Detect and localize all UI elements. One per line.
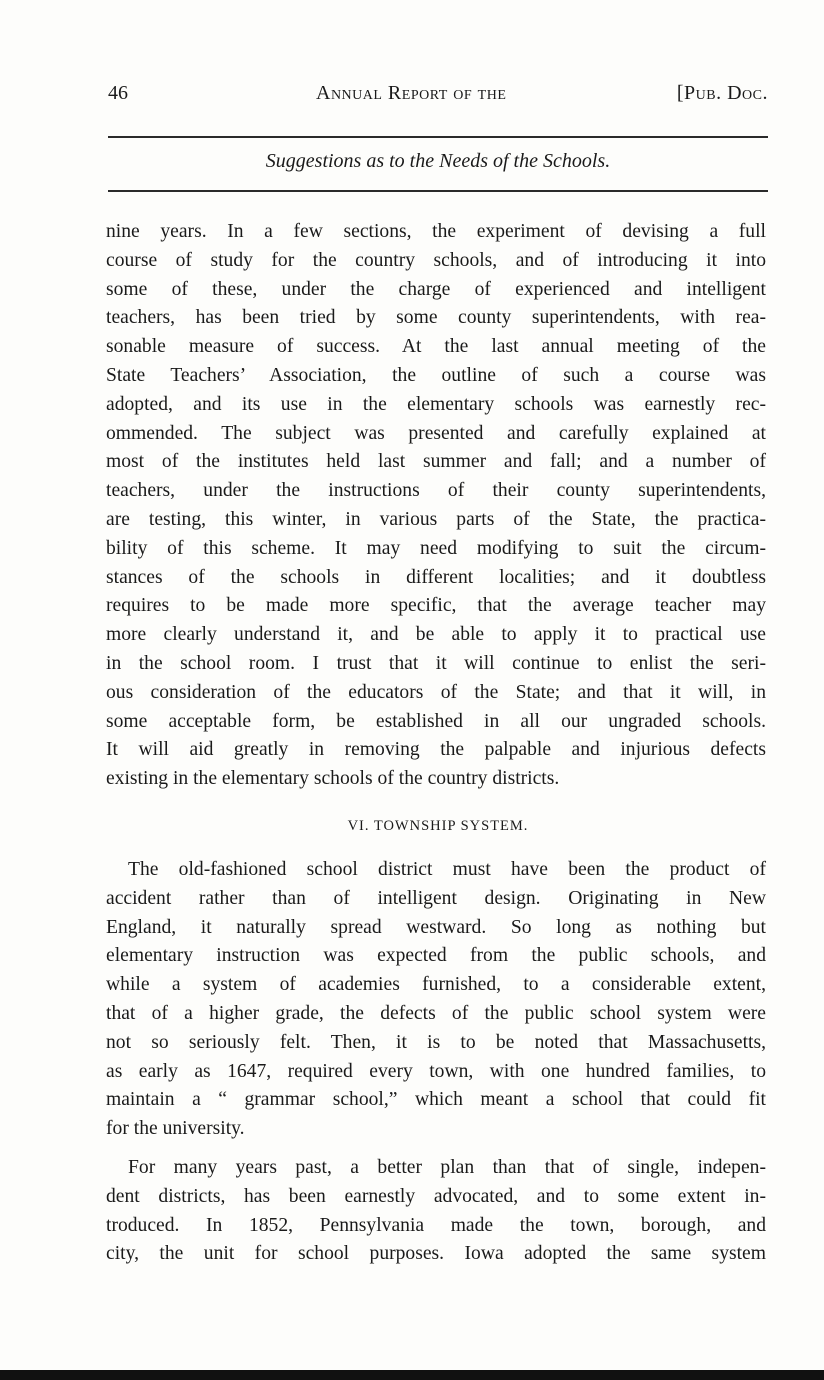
text-line: ommended. The subject was presented and carefully explained at [106, 422, 766, 444]
text-line: sonable measure of success. At the last annual meeting of the [106, 336, 766, 358]
text-line: It will aid greatly in removing the palpable and injurious defects [106, 739, 766, 761]
text-line: most of the institutes held last summer and fall; and a number of [106, 451, 766, 473]
text-line: that of a higher grade, the defects of the public school system were [106, 1002, 766, 1024]
text-line: as early as 1647, required every town, with one hundred families, to [106, 1060, 766, 1082]
text-line: some of these, under the charge of experienced and intelligent [106, 278, 766, 300]
text-line: while a system of academies furnished, to a considerable extent, [106, 974, 766, 996]
text-line: teachers, has been tried by some county superintendents, with rea- [106, 307, 766, 329]
text-line: adopted, and its use in the elementary schools was earnestly rec- [106, 393, 766, 415]
text-line: course of study for the country schools, and of introducing it into [106, 249, 766, 271]
paragraph-1 [106, 218, 766, 794]
text-line: teachers, under the instructions of their county superintendents, [106, 480, 766, 502]
text-line: nine years. In a few sections, the experiment of devising a full [106, 221, 766, 242]
text-line: are testing, this winter, in various parts of the State, the practica- [106, 508, 766, 530]
text-line: troduced. In 1852, Pennsylvania made the town, borough, and [106, 1214, 766, 1236]
text-line: some acceptable form, be established in all our ungraded schools. [106, 710, 766, 732]
text-line: in the school room. I trust that it will continue to enlist the seri- [106, 652, 766, 674]
subheading-township-system: VI. TOWNSHIP SYSTEM. [347, 818, 529, 834]
text-line: England, it naturally spread westward. So long as nothing but [106, 916, 766, 938]
text-line: ous consideration of the educators of the State; and that it will, in [106, 681, 766, 703]
text-line: more clearly understand it, and be able to apply it to practical use [106, 624, 766, 646]
text-line: existing in the elementary schools of the country districts. [106, 768, 560, 790]
paragraph-2 [106, 856, 766, 1144]
text-line: stances of the schools in different localities; and it doubtless [106, 566, 766, 588]
text-line: maintain a “ grammar school,” which meant a school that could fit [106, 1089, 766, 1111]
scan-edge-bar [0, 1370, 824, 1380]
text-line: for the university. [106, 1118, 245, 1140]
text-line: elementary instruction was expected from the public schools, and [106, 945, 766, 967]
header-rule-bottom [108, 190, 768, 192]
page-number: 46 [108, 82, 128, 104]
text-line: requires to be made more specific, that the average teacher may [106, 595, 766, 617]
paragraph-3 [106, 1154, 766, 1269]
page-header [108, 82, 768, 116]
text-line: accident rather than of intelligent design. Originating in New [106, 887, 766, 909]
text-line: bility of this scheme. It may need modifying to suit the circum- [106, 537, 766, 559]
running-title: Annual Report of the [316, 82, 507, 104]
text-line: dent districts, has been earnestly advocated, and to some extent in- [106, 1185, 766, 1207]
text-line: not so seriously felt. Then, it is to be noted that Massachusetts, [106, 1031, 766, 1053]
text-line: For many years past, a better plan than that of single, indepen- [128, 1156, 766, 1178]
text-line: State Teachers’ Association, the outline of such a course was [106, 364, 766, 386]
body-section-2 [106, 856, 766, 1269]
section-title: Suggestions as to the Needs of the Schools. [265, 150, 611, 172]
text-line: The old-fashioned school district must have been the product of [128, 859, 766, 880]
text-line: city, the unit for school purposes. Iowa adopted the same system [106, 1243, 766, 1265]
document-reference: [Pub. Doc. [676, 82, 768, 104]
header-rule-top [108, 136, 768, 138]
